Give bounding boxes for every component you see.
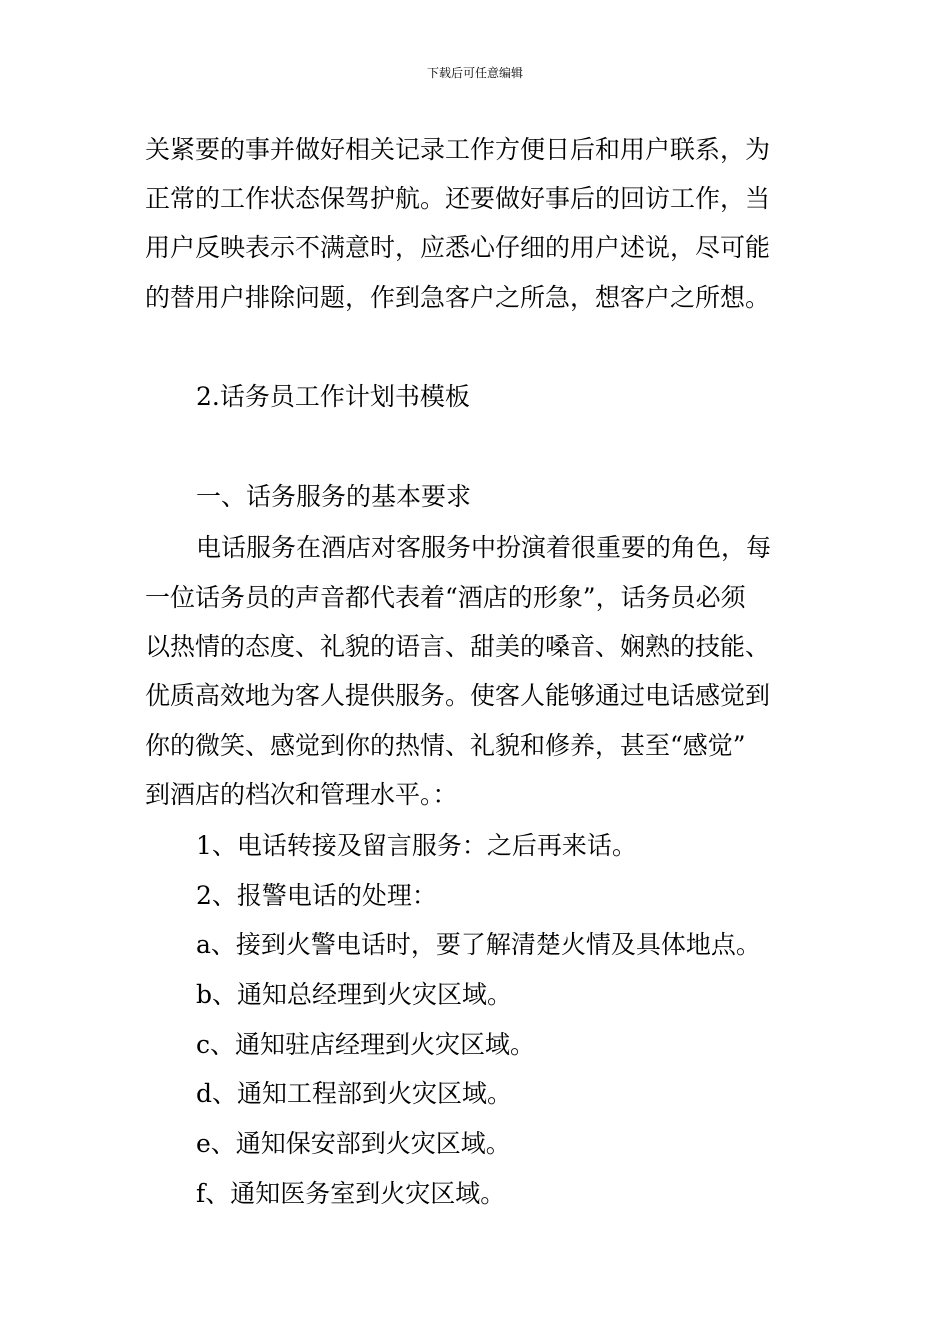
list-item: 1、电话转接及留言服务：之后再来话。 [196, 831, 637, 860]
list-item: a、接到火警电话时，要了解清楚火情及具体地点。 [196, 930, 761, 959]
list-item: c、通知驻店经理到火灾区域。 [196, 1030, 536, 1059]
header-note: 下载后可任意编辑 [426, 66, 523, 80]
list-item: d、通知工程部到火灾区域。 [196, 1079, 513, 1108]
subsection-title: 一、话务服务的基本要求 [196, 482, 472, 511]
paragraph-line: 用户反映表示不满意时，应悉心仔细的用户述说，尽可能 [145, 233, 771, 262]
paragraph-line: 的替用户排除问题，作到急客户之所急，想客户之所想。 [145, 283, 771, 312]
paragraph-line: 电话服务在酒店对客服务中扮演着很重要的角色，每 [196, 533, 772, 562]
list-item: b、通知总经理到火灾区域。 [196, 980, 513, 1009]
paragraph-line: 关紧要的事并做好相关记录工作方便日后和用户联系，为 [145, 135, 771, 164]
paragraph-line: 优质高效地为客人提供服务。使客人能够通过电话感觉到 [145, 681, 771, 710]
paragraph-line: 一位话务员的声音都代表着“酒店的形象”，话务员必须 [145, 583, 746, 612]
list-item: f、通知医务室到火灾区域。 [196, 1179, 506, 1208]
list-item: e、通知保安部到火灾区域。 [196, 1129, 511, 1158]
paragraph-line: 正常的工作状态保驾护航。还要做好事后的回访工作，当 [145, 184, 771, 213]
paragraph-line: 你的微笑、感觉到你的热情、礼貌和修养，甚至“感觉” [145, 731, 746, 760]
section-title: 2.话务员工作计划书模板 [196, 382, 470, 411]
list-item: 2、报警电话的处理： [196, 881, 437, 910]
paragraph-line: 到酒店的档次和管理水平。： [145, 780, 458, 809]
paragraph-line: 以热情的态度、礼貌的语言、甜美的嗓音、娴熟的技能、 [145, 632, 771, 661]
